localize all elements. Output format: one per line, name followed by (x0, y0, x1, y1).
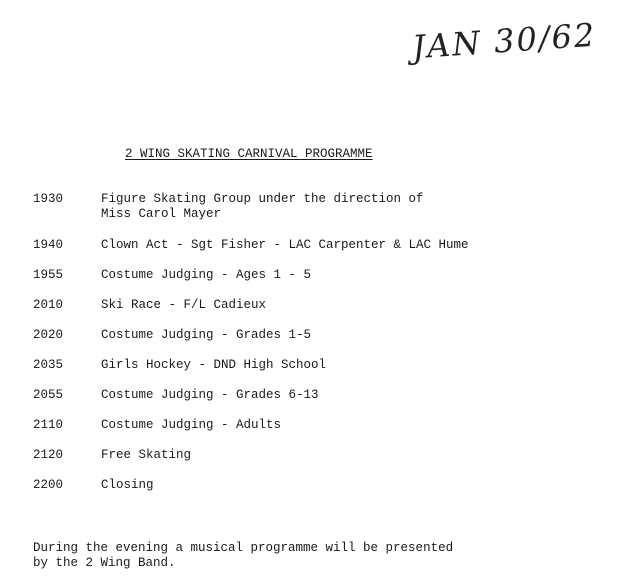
schedule-event: Costume Judging - Ages 1 - 5 (101, 268, 312, 282)
schedule-time: 1955 (33, 268, 64, 282)
schedule-time: 2110 (33, 418, 64, 432)
schedule-time: 2020 (33, 328, 64, 342)
programme-title: 2 WING SKATING CARNIVAL PROGRAMME (125, 147, 373, 161)
footer-note: During the evening a musical programme will be presented by the 2 Wing Band. (33, 541, 454, 570)
schedule-time: 2200 (33, 478, 64, 492)
schedule-event: Figure Skating Group under the direction of Miss Carol Mayer (101, 192, 424, 221)
schedule-event: Girls Hockey - DND High School (101, 358, 327, 372)
schedule-time: 2120 (33, 448, 64, 462)
schedule-event: Costume Judging - Adults (101, 418, 282, 432)
schedule-event: Ski Race - F/L Cadieux (101, 298, 267, 312)
schedule-time: 2010 (33, 298, 64, 312)
handwritten-date: JAN 30/62 (410, 15, 598, 67)
schedule-time: 2035 (33, 358, 64, 372)
schedule-event: Costume Judging - Grades 1-5 (101, 328, 312, 342)
schedule-event: Clown Act - Sgt Fisher - LAC Carpenter & LAC Hume (101, 238, 469, 252)
schedule-event: Costume Judging - Grades 6-13 (101, 388, 319, 402)
schedule-event: Closing (101, 478, 154, 492)
schedule-time: 1930 (33, 192, 64, 206)
schedule-time: 1940 (33, 238, 64, 252)
schedule-time: 2055 (33, 388, 64, 402)
schedule-event: Free Skating (101, 448, 192, 462)
